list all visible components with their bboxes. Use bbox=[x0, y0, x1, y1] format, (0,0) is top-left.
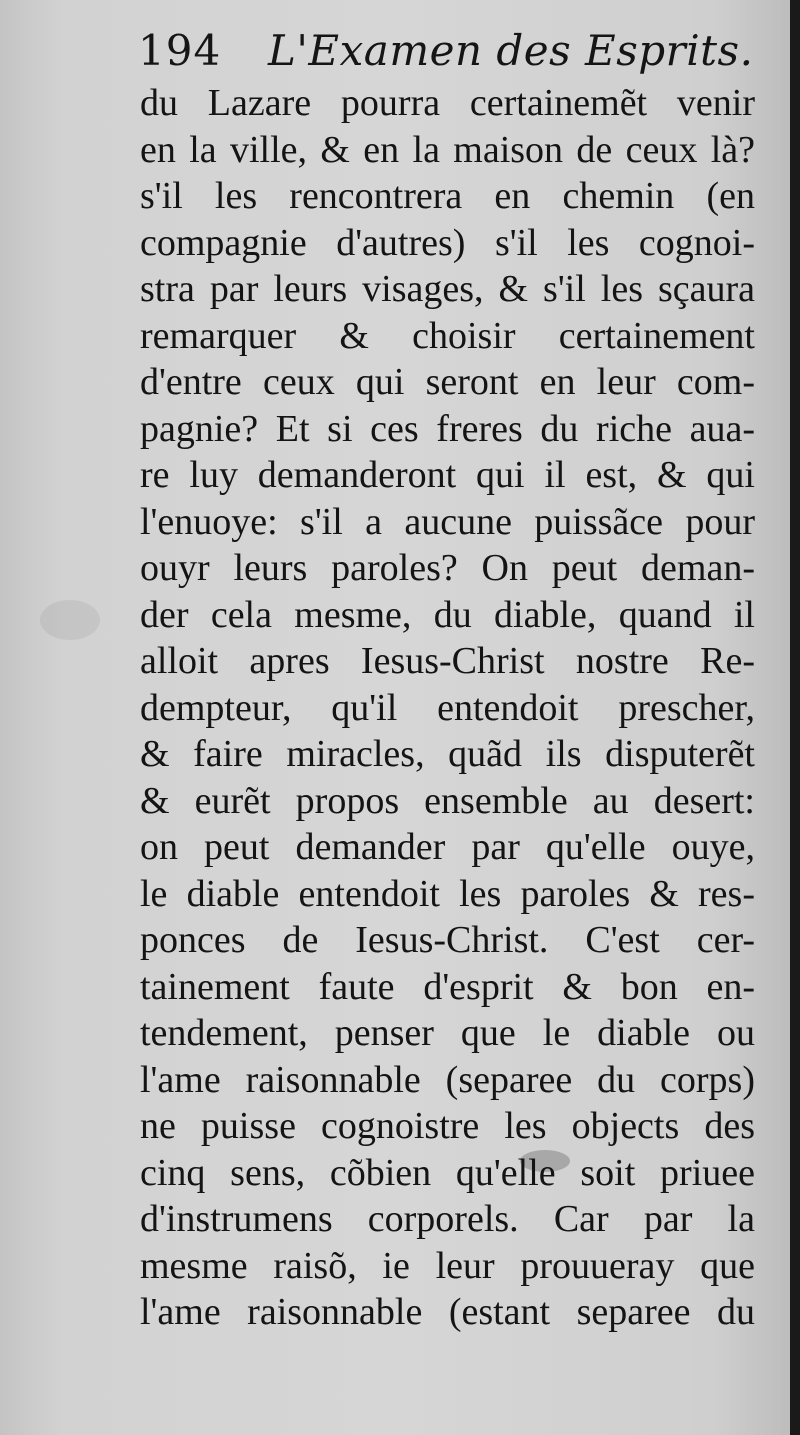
text-line: & eurẽt propos ensemble au desert: bbox=[140, 779, 755, 822]
text-line: l'ame raisonnable (estant separee du bbox=[140, 1291, 755, 1333]
page-number: 194 bbox=[138, 26, 222, 75]
text-line: cinq sens, cõbien qu'elle soit priuee bbox=[140, 1151, 755, 1194]
text-line: d'entre ceux qui seront en leur com- bbox=[140, 361, 755, 403]
text-line: ouyr leurs paroles? On peut deman- bbox=[140, 547, 755, 589]
text-line: pagnie? Et si ces freres du riche aua- bbox=[140, 407, 755, 450]
page-header bbox=[138, 18, 758, 78]
text-line: s'il les rencontrera en chemin (en bbox=[140, 175, 755, 217]
text-line: ne puisse cognoistre les objects des bbox=[140, 1105, 755, 1147]
text-line: du Lazare pourra certainemẽt venir bbox=[140, 82, 755, 124]
text-line: compagnie d'autres) s'il les cognoi- bbox=[140, 221, 755, 264]
text-line: d'instrumens corporels. Car par la bbox=[140, 1198, 755, 1240]
text-line: dempteur, qu'il entendoit prescher, bbox=[140, 686, 755, 729]
text-line: en la ville, & en la maison de ceux là? bbox=[140, 128, 755, 171]
text-line: re luy demanderont qui il est, & qui bbox=[140, 454, 755, 496]
text-line: on peut demander par qu'elle ouye, bbox=[140, 826, 755, 868]
text-line: tendement, penser que le diable ou bbox=[140, 1012, 755, 1054]
text-line: le diable entendoit les paroles & res- bbox=[140, 872, 755, 915]
text-line: tainement faute d'esprit & bon en- bbox=[140, 965, 755, 1008]
text-line: & faire miracles, quãd ils disputerẽt bbox=[140, 733, 755, 775]
running-title: L'Examen des Esprits. bbox=[268, 26, 754, 75]
text-line: alloit apres Iesus-Christ nostre Re- bbox=[140, 640, 755, 682]
text-line: remarquer & choisir certainement bbox=[140, 314, 755, 357]
text-line: der cela mesme, du diable, quand il bbox=[140, 593, 755, 636]
book-spine-shadow bbox=[790, 0, 800, 1435]
text-line: stra par leurs visages, & s'il les sçaura bbox=[140, 268, 755, 310]
body-text bbox=[140, 80, 755, 1336]
text-line: ponces de Iesus-Christ. C'est cer- bbox=[140, 919, 755, 961]
text-line: mesme raisõ, ie leur prouueray que bbox=[140, 1244, 755, 1287]
text-line: l'enuoye: s'il a aucune puissãce pour bbox=[140, 500, 755, 543]
paper-stain bbox=[40, 600, 100, 640]
text-line: l'ame raisonnable (separee du corps) bbox=[140, 1058, 755, 1101]
